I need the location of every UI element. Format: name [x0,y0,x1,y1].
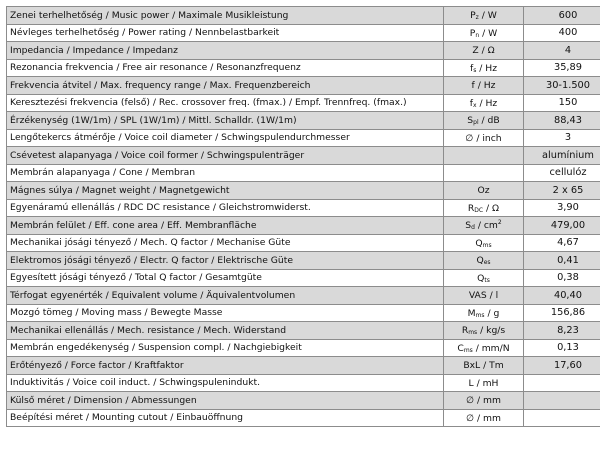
spec-label: Térfogat egyenérték / Equivalent volume / Äquivalentvolumen [7,287,444,305]
unit-symbol: M [467,307,476,319]
spec-row [7,42,600,60]
spec-unit [444,339,524,357]
spec-unit [444,269,524,287]
spec-row [7,357,600,375]
unit-symbol: R [461,325,469,337]
spec-row [7,199,600,217]
spec-unit [444,129,524,147]
spec-value: 479,00 [524,217,600,235]
spec-row [7,304,600,322]
spec-row [7,182,600,200]
spec-row [7,129,600,147]
unit-symbol: Oz [477,185,490,197]
unit-text: / g [484,307,500,319]
specification-table-body [7,7,600,427]
unit-text: / Hz [476,97,498,109]
spec-value: cellulóz [524,164,600,182]
spec-unit [444,234,524,252]
unit-text: / kg/s [477,325,506,337]
unit-symbol: f [469,97,473,109]
unit-symbol: VAS / l [468,290,499,302]
unit-subscript: ms [475,311,485,319]
unit-symbol: Z / Ω [472,45,495,57]
spec-unit [444,357,524,375]
spec-value: 156,86 [524,304,600,322]
spec-row [7,164,600,182]
unit-subscript: ms [463,346,473,354]
spec-value: 4,67 [524,234,600,252]
spec-unit [444,304,524,322]
spec-label: Impedancia / Impedance / Impedanz [7,42,444,60]
spec-row [7,112,600,130]
spec-label: Membrán alapanyaga / Cone / Membran [7,164,444,182]
unit-text: / Ω [483,202,500,214]
unit-subscript: pl [473,119,479,127]
unit-symbol: ∅ / mm [466,395,501,407]
unit-subscript: es [483,259,491,267]
spec-unit [444,7,524,25]
spec-label: Mechanikai ellenállás / Mech. resistance / Mech. Widerstand [7,322,444,340]
spec-value: alumínium [524,147,600,165]
unit-text: / W [479,27,498,39]
spec-unit [444,322,524,340]
unit-symbol: C [457,342,464,354]
spec-row [7,7,600,25]
unit-symbol: f / Hz [471,80,496,92]
unit-symbol: Q [477,272,485,284]
spec-value: 0,41 [524,252,600,270]
spec-unit [444,217,524,235]
spec-row [7,392,600,410]
spec-value: 2 x 65 [524,182,600,200]
spec-label: Elektromos jósági tényező / Electr. Q factor / Elektrische Güte [7,252,444,270]
spec-value: 0,38 [524,269,600,287]
unit-symbol: S [467,115,474,127]
unit-subscript: DC [474,206,484,214]
specification-table [6,6,600,427]
spec-unit [444,147,524,165]
spec-row [7,374,600,392]
unit-text: / mm/N [472,342,510,354]
spec-label: Membrán engedékenység / Suspension compl. / Nachgiebigkeit [7,339,444,357]
spec-value: 600 [524,7,600,25]
spec-unit [444,252,524,270]
spec-value [524,392,600,410]
spec-label: Egyesített jósági tényező / Total Q factor / Gesamtgüte [7,269,444,287]
unit-subscript: s [473,66,477,74]
spec-value: 3,90 [524,199,600,217]
unit-subscript: n [475,31,480,39]
spec-label: Induktivitás / Voice coil induct. / Schwingspulenindukt. [7,374,444,392]
unit-subscript: ts [484,276,490,284]
unit-symbol: BxL / Tm [463,360,504,372]
spec-unit [444,374,524,392]
spec-value: 35,89 [524,59,600,77]
unit-text: / W [478,10,497,22]
spec-unit [444,77,524,95]
spec-row [7,322,600,340]
spec-row [7,94,600,112]
spec-value: 17,60 [524,357,600,375]
spec-label: Érzékenység (1W/1m) / SPL (1W/1m) / Mittl. Schalldr. (1W/1m) [7,112,444,130]
spec-value: 0,13 [524,339,600,357]
spec-label: Membrán felület / Eff. cone area / Eff. Membranfläche [7,217,444,235]
unit-symbol: S [465,220,472,232]
unit-symbol: ∅ / inch [465,132,502,144]
unit-superscript: 2 [497,219,502,227]
unit-subscript: x [473,101,477,109]
spec-label: Mozgó tömeg / Moving mass / Bewegte Masse [7,304,444,322]
spec-label: Keresztezési frekvencia (felső) / Rec. crossover freq. (fmax.) / Empf. Trennfreq. (fmax.) [7,94,444,112]
spec-value: 30-1.500 [524,77,600,95]
unit-subscript: ms [468,329,478,337]
unit-symbol: Q [476,255,484,267]
spec-unit [444,182,524,200]
spec-label: Zenei terhelhetőség / Music power / Maximale Musikleistung [7,7,444,25]
spec-label: Csévetest alapanyaga / Voice coil former / Schwingspulenträger [7,147,444,165]
unit-subscript: z [475,14,479,22]
spec-value: 4 [524,42,600,60]
spec-unit [444,164,524,182]
spec-unit [444,112,524,130]
unit-subscript: ms [482,241,492,249]
unit-symbol: P [469,27,476,39]
spec-row [7,59,600,77]
spec-row [7,252,600,270]
spec-unit [444,94,524,112]
spec-value [524,374,600,392]
spec-unit [444,287,524,305]
unit-text: / Hz [476,62,498,74]
spec-value: 88,43 [524,112,600,130]
unit-symbol: R [467,202,475,214]
spec-unit [444,24,524,42]
spec-unit [444,42,524,60]
unit-symbol: L / mH [468,377,499,389]
spec-label: Egyenáramú ellenállás / RDC DC resistance / Gleichstromwiderst. [7,199,444,217]
spec-value: 150 [524,94,600,112]
spec-value: 8,23 [524,322,600,340]
spec-label: Mechanikai jósági tényező / Mech. Q factor / Mechanise Güte [7,234,444,252]
spec-row [7,409,600,427]
unit-symbol: Q [475,237,483,249]
spec-label: Beépítési méret / Mounting cutout / Einbauöffnung [7,409,444,427]
unit-text: / dB [478,115,500,127]
spec-unit [444,392,524,410]
spec-label: Külső méret / Dimension / Abmessungen [7,392,444,410]
spec-label: Erőtényező / Force factor / Kraftfaktor [7,357,444,375]
spec-row [7,217,600,235]
spec-row [7,24,600,42]
unit-text: / cm [474,220,498,232]
spec-label: Rezonancia frekvencia / Free air resonance / Resonanzfrequenz [7,59,444,77]
unit-subscript: d [471,224,475,232]
spec-row [7,147,600,165]
spec-value [524,409,600,427]
spec-value: 40,40 [524,287,600,305]
unit-symbol: f [469,62,474,74]
spec-unit [444,199,524,217]
spec-value: 3 [524,129,600,147]
spec-label: Lengőtekercs átmérője / Voice coil diameter / Schwingspulendurchmesser [7,129,444,147]
spec-unit [444,59,524,77]
spec-unit [444,409,524,427]
spec-label: Frekvencia átvitel / Max. frequency range / Max. Frequenzbereich [7,77,444,95]
spec-row [7,269,600,287]
spec-row [7,77,600,95]
spec-row [7,287,600,305]
spec-row [7,339,600,357]
unit-symbol: ∅ / mm [466,412,501,424]
unit-symbol: P [470,10,476,22]
spec-label: Mágnes súlya / Magnet weight / Magnetgewicht [7,182,444,200]
spec-row [7,234,600,252]
spec-value: 400 [524,24,600,42]
spec-label: Névleges terhelhetőség / Power rating / Nennbelastbarkeit [7,24,444,42]
